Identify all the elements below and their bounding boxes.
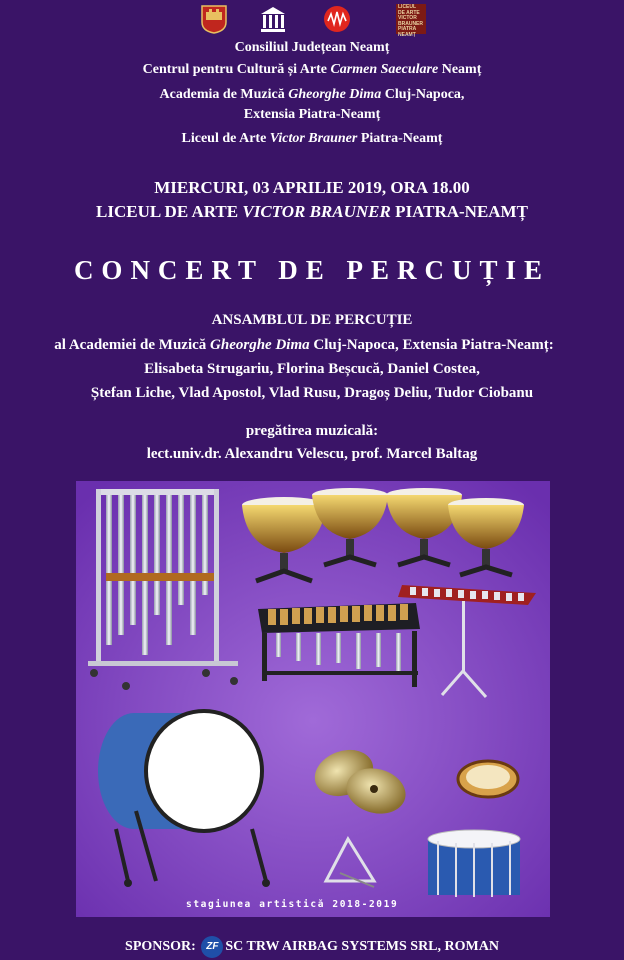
preparation-label: pregătirea muzicală:: [245, 423, 379, 439]
preparation-names: lect.univ.dr. Alexandru Velescu, prof. Marcel Baltag: [146, 446, 478, 462]
academy-temple-icon: [259, 4, 287, 34]
organizer-line-5: Liceul de Arte Victor Brauner Piatra-Neamț: [181, 131, 443, 146]
sponsor-line: [0, 936, 624, 958]
zf-logo-icon: ZF: [201, 936, 223, 958]
sponsor-name: SC TRW AIRBAG SYSTEMS SRL, ROMAN: [225, 939, 499, 955]
concert-title: CONCERT DE PERCUȚIE: [73, 255, 551, 285]
culture-center-icon: [323, 4, 351, 34]
ensemble-affiliation: al Academiei de Muzică Gheorghe Dima Cluj-Napoca, Extensia Piatra-Neamț:: [54, 337, 554, 353]
tambourine: [458, 761, 518, 797]
snare-drum: [428, 830, 520, 897]
ensemble-members-2: Ștefan Liche, Vlad Apostol, Vlad Rusu, Dragoș Deliu, Tudor Ciobanu: [90, 385, 534, 401]
ensemble-heading: ANSAMBLUL DE PERCUȚIE: [211, 312, 413, 328]
event-venue: LICEUL DE ARTE VICTOR BRAUNER PIATRA-NEAMȚ: [96, 202, 528, 221]
ensemble-members-1: Elisabeta Strugariu, Florina Beșcucă, Daniel Costea,: [144, 361, 480, 377]
art-highschool-logo: LICEUL DE ARTE VICTOR BRAUNER PIATRA NEAMȚ: [396, 4, 426, 34]
logo-row: [0, 4, 624, 36]
percussion-instruments-artwork: [76, 481, 550, 917]
sponsor-label: SPONSOR:: [125, 939, 196, 955]
county-crest-icon: [200, 4, 228, 34]
organizer-line-3: Academia de Muzică Gheorghe Dima Cluj-Napoca,: [159, 87, 465, 102]
organizer-line-4: Extensia Piatra-Neamț: [243, 107, 381, 122]
event-date: MIERCURI, 03 APRILIE 2019, ORA 18.00: [154, 178, 470, 197]
organizer-line-1: Consiliul Județean Neamț: [234, 40, 390, 55]
organizer-line-2: Centrul pentru Cultură și Arte Carmen Saeculare Neamț: [142, 62, 482, 77]
season-label: stagiunea artistică 2018-2019: [186, 899, 399, 910]
